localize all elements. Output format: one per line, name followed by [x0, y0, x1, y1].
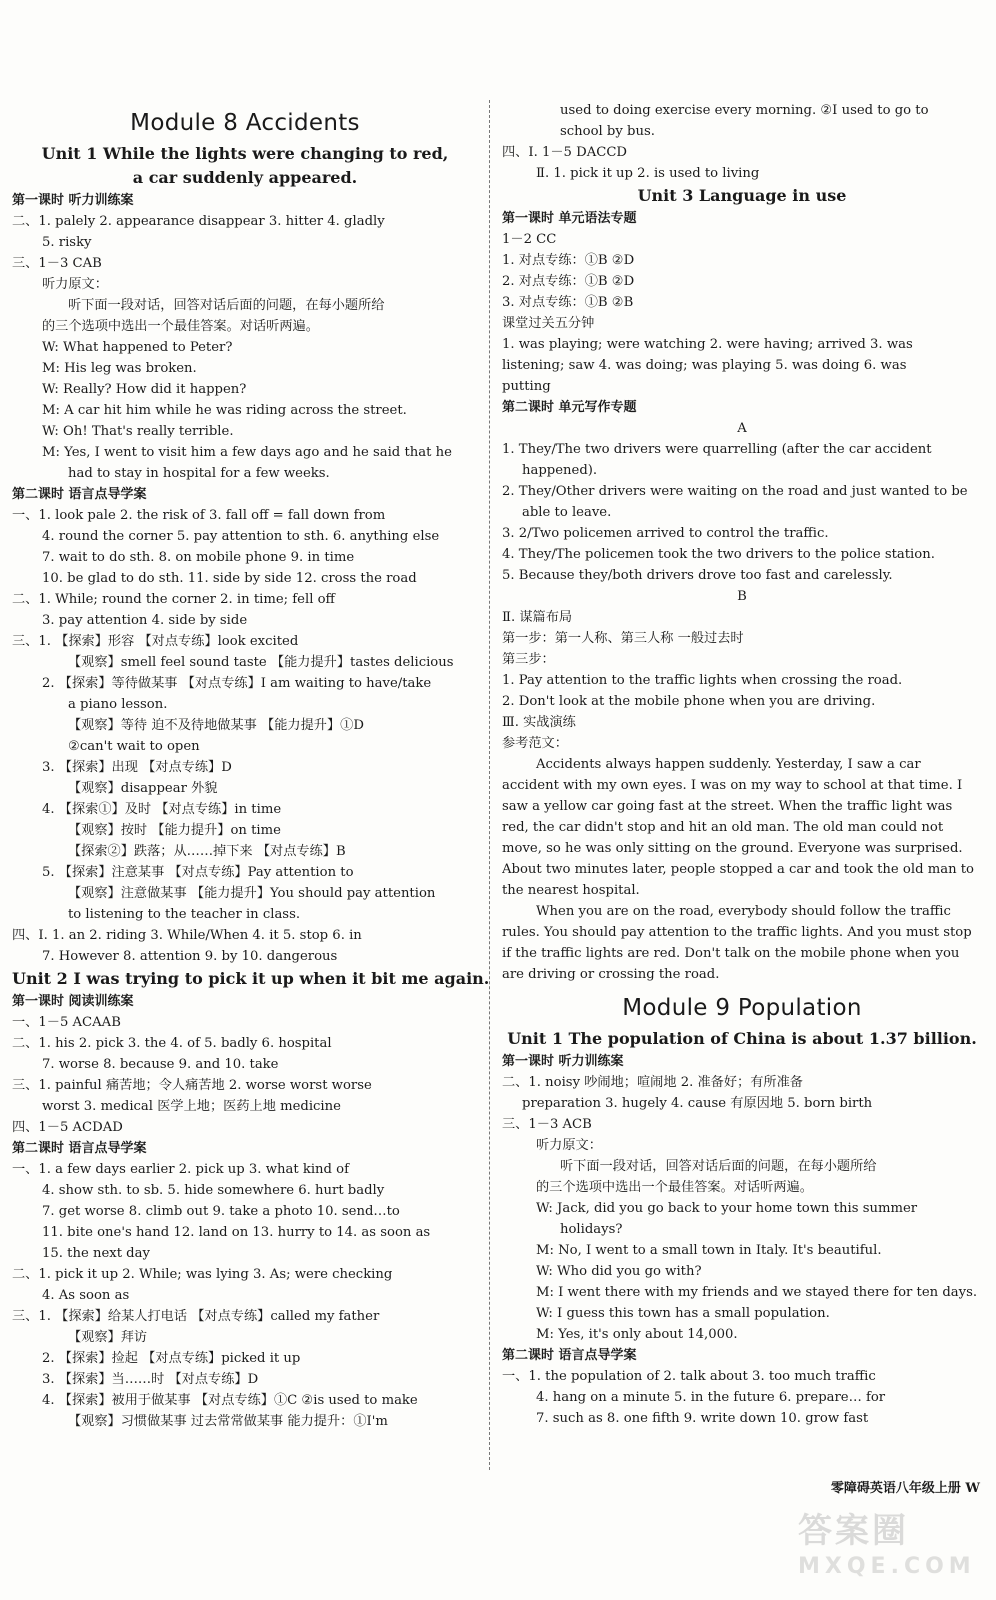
- answer-line: 四、Ⅰ. 1－5 DACCD: [502, 145, 627, 160]
- answer-line: 【观察】disappear 外貌: [68, 781, 218, 796]
- answer-line: 三、1. painful 痛苦地；令人痛苦地 2. worse worst worse: [12, 1078, 372, 1093]
- answer-line: M: No, I went to a small town in Italy. It's beautiful.: [536, 1243, 882, 1258]
- answer-line: W: Jack, did you go back to your home town this summer: [536, 1201, 918, 1216]
- answer-line: putting: [502, 379, 551, 394]
- unit-title: Unit 2 I was trying to pick it up when it bit me again.: [12, 969, 490, 988]
- answer-line: 参考范文：: [502, 736, 568, 751]
- answer-line: move, so he was only sitting on the ground. Everyone was surprised.: [502, 841, 963, 856]
- answer-line: Ⅱ. 1. pick it up 2. is used to living: [536, 166, 760, 181]
- answer-line: 5. 【探索】注意某事 【对点专练】Pay attention to: [42, 865, 354, 880]
- answer-line: red, the car didn't stop and hit an old man. The old man could not: [502, 820, 944, 835]
- answer-line: 【观察】习惯做某事 过去常常做某事 能力提升：①I'm: [68, 1414, 388, 1429]
- answer-line: 第三步：: [502, 652, 555, 667]
- section-heading: 第二课时 语言点导学案: [12, 487, 147, 502]
- answer-line: 【探索②】跌落；从……掉下来 【对点专练】B: [68, 844, 346, 859]
- section-letter: A: [737, 421, 747, 436]
- answer-line: are driving or crossing the road.: [502, 967, 720, 982]
- unit-title: Unit 3 Language in use: [637, 186, 847, 205]
- answer-line: if the traffic lights are red. Don't talk on the mobile phone when you: [502, 946, 960, 961]
- answer-line: 2. Don't look at the mobile phone when you are driving.: [502, 694, 876, 709]
- answer-line: 三、1. 【探索】形容 【对点专练】look excited: [12, 634, 299, 649]
- answer-line: 1. 对点专练：①B ②D: [502, 253, 635, 268]
- answer-line: 7. worse 8. because 9. and 10. take: [42, 1057, 279, 1072]
- answer-line: happened).: [522, 463, 598, 478]
- answer-line: 【观察】按时 【能力提升】on time: [68, 823, 281, 838]
- answer-line: W: What happened to Peter?: [42, 340, 233, 355]
- unit-title: a car suddenly appeared.: [132, 168, 358, 187]
- unit-title: Unit 1 The population of China is about 1.37 billion.: [507, 1029, 977, 1048]
- answer-line: 1－2 CC: [502, 232, 557, 247]
- answer-line: 【观察】smell feel sound taste 【能力提升】tastes delicious: [68, 655, 454, 670]
- answer-line: 四、1－5 ACDAD: [12, 1120, 123, 1135]
- answer-line: M: A car hit him while he was riding across the street.: [42, 403, 407, 418]
- watermark-logo: [798, 1503, 978, 1583]
- answer-line: W: Really? How did it happen?: [42, 382, 247, 397]
- page-footer: 零障碍英语八年级上册 W: [830, 1481, 980, 1496]
- answer-line: holidays?: [560, 1222, 623, 1237]
- answer-line: 一、1. the population of 2. talk about 3. too much traffic: [502, 1369, 876, 1384]
- answer-line: 课堂过关五分钟: [502, 316, 595, 331]
- answer-line: listening; saw 4. was doing; was playing 5. was doing 6. was: [502, 358, 907, 373]
- answer-line: had to stay in hospital for a few weeks.: [68, 466, 330, 481]
- answer-line: accident with my own eyes. I was on my way to school at that time. I: [502, 778, 963, 793]
- answer-line: 4. As soon as: [42, 1288, 130, 1303]
- answer-line: 4. round the corner 5. pay attention to sth. 6. anything else: [42, 529, 440, 544]
- answer-line: saw a yellow car going fast at the street. When the traffic light was: [502, 799, 953, 814]
- answer-line: school by bus.: [560, 124, 655, 139]
- section-heading: 第一课时 单元语法专题: [502, 211, 637, 226]
- answer-line: 听下面一段对话，回答对话后面的问题，在每小题所给: [560, 1159, 877, 1174]
- answer-line: 三、1. 【探索】给某人打电话 【对点专练】called my father: [12, 1309, 380, 1324]
- answer-line: 【观察】等待 迫不及待地做某事 【能力提升】①D: [68, 718, 364, 733]
- answer-line: 7. get worse 8. climb out 9. take a photo 10. send…to: [42, 1204, 400, 1219]
- section-heading: 第二课时 语言点导学案: [502, 1348, 637, 1363]
- section-heading: 第一课时 听力训练案: [12, 193, 134, 208]
- answer-line: 二、1. noisy 吵闹地；喧闹地 2. 准备好；有所准备: [502, 1075, 803, 1090]
- answer-line: W: I guess this town has a small population.: [536, 1306, 830, 1321]
- module-title: Module 8 Accidents: [130, 110, 360, 136]
- answer-line: When you are on the road, everybody should follow the traffic: [536, 904, 951, 919]
- answer-line: able to leave.: [522, 505, 612, 520]
- answer-line: 1. They/The two drivers were quarrelling (after the car accident: [502, 442, 932, 457]
- section-letter: B: [737, 589, 747, 604]
- answer-line: 10. be glad to do sth. 11. side by side 12. cross the road: [42, 571, 417, 586]
- answer-line: 3. pay attention 4. side by side: [42, 613, 248, 628]
- section-heading: 第二课时 单元写作专题: [502, 400, 637, 415]
- answer-line: 四、Ⅰ. 1. an 2. riding 3. While/When 4. it 5. stop 6. in: [12, 928, 362, 943]
- answer-line: 一、1. a few days earlier 2. pick up 3. what kind of: [12, 1162, 349, 1177]
- answer-line: 2. 【探索】等待做某事 【对点专练】I am waiting to have/take: [42, 676, 432, 691]
- answer-line: 4. 【探索①】及时 【对点专练】in time: [42, 802, 282, 817]
- answer-line: 4. show sth. to sb. 5. hide somewhere 6. hurt badly: [42, 1183, 385, 1198]
- answer-line: 听下面一段对话，回答对话后面的问题，在每小题所给: [68, 298, 385, 313]
- answer-line: Ⅱ. 谋篇布局: [502, 610, 573, 625]
- answer-line: W: Who did you go with?: [536, 1264, 702, 1279]
- section-heading: 第二课时 语言点导学案: [12, 1141, 147, 1156]
- answer-line: 一、1. look pale 2. the risk of 3. fall off = fall down from: [12, 508, 386, 523]
- answer-line: 三、1－3 CAB: [12, 256, 102, 271]
- answer-line: preparation 3. hugely 4. cause 有原因地 5. born birth: [522, 1096, 873, 1111]
- answer-line: 11. bite one's hand 12. land on 13. hurry to 14. as soon as: [42, 1225, 431, 1240]
- column-divider: [489, 100, 490, 1470]
- section-heading: 第一课时 听力训练案: [502, 1054, 624, 1069]
- right-column: [502, 100, 982, 1429]
- answer-line: 一、1－5 ACAAB: [12, 1015, 121, 1030]
- answer-line: M: Yes, I went to visit him a few days ago and he said that he: [42, 445, 452, 460]
- answer-line: 2. They/Other drivers were waiting on the road and just wanted to be: [502, 484, 968, 499]
- answer-line: 7. However 8. attention 9. by 10. dangerous: [42, 949, 338, 964]
- answer-line: 的三个选项中选出一个最佳答案。对话听两遍。: [536, 1180, 813, 1195]
- answer-line: 5. risky: [42, 235, 92, 250]
- answer-line: 二、1. pick it up 2. While; was lying 3. As; were checking: [12, 1267, 393, 1282]
- answer-line: 二、1. his 2. pick 3. the 4. of 5. badly 6. hospital: [12, 1036, 332, 1051]
- watermark-url: MXQE.COM: [798, 1554, 976, 1579]
- answer-line: 二、1. palely 2. appearance disappear 3. hitter 4. gladly: [12, 214, 385, 229]
- answer-line: worst 3. medical 医学上地；医药上地 medicine: [42, 1099, 341, 1114]
- answer-line: a piano lesson.: [68, 697, 168, 712]
- answer-line: 3. 对点专练：①B ②B: [502, 295, 634, 310]
- unit-title: Unit 1 While the lights were changing to red,: [41, 144, 449, 163]
- answer-line: 【观察】注意做某事 【能力提升】You should pay attention: [68, 886, 436, 901]
- module-title: Module 9 Population: [622, 995, 862, 1021]
- answer-line: to listening to the teacher in class.: [68, 907, 301, 922]
- answer-line: M: I went there with my friends and we stayed there for ten days.: [536, 1285, 978, 1300]
- answer-line: 3. 【探索】出现 【对点专练】D: [42, 760, 232, 775]
- answer-line: W: Oh! That's really terrible.: [42, 424, 234, 439]
- watermark-text: 答案圈: [798, 1511, 909, 1551]
- answer-line: 4. They/The policemen took the two drivers to the police station.: [502, 547, 935, 562]
- answer-line: 第一步：第一人称、第三人称 一般过去时: [502, 631, 744, 646]
- answer-line: 7. such as 8. one fifth 9. write down 10. grow fast: [536, 1411, 869, 1426]
- answer-line: 听力原文：: [536, 1138, 602, 1153]
- answer-line: 2. 对点专练：①B ②D: [502, 274, 635, 289]
- answer-line: 1. was playing; were watching 2. were having; arrived 3. was: [502, 337, 913, 352]
- answer-line: 1. Pay attention to the traffic lights when crossing the road.: [502, 673, 903, 688]
- answer-line: ②can't wait to open: [68, 739, 200, 754]
- answer-line: 3. 2/Two policemen arrived to control the traffic.: [502, 526, 829, 541]
- answer-line: 4. 【探索】被用于做某事 【对点专练】①C ②is used to make: [42, 1393, 418, 1408]
- section-heading: 第一课时 阅读训练案: [12, 994, 134, 1009]
- answer-line: 15. the next day: [42, 1246, 150, 1261]
- answer-line: M: His leg was broken.: [42, 361, 197, 376]
- answer-line: 4. hang on a minute 5. in the future 6. prepare… for: [536, 1390, 886, 1405]
- answer-line: 【观察】拜访: [68, 1330, 148, 1345]
- answer-line: 2. 【探索】捡起 【对点专练】picked it up: [42, 1351, 301, 1366]
- answer-line: 二、1. While; round the corner 2. in time; fell off: [12, 592, 335, 607]
- answer-line: Accidents always happen suddenly. Yesterday, I saw a car: [536, 757, 921, 772]
- answer-line: rules. You should pay attention to the traffic lights. And you must stop: [502, 925, 972, 940]
- answer-line: 三、1－3 ACB: [502, 1117, 592, 1132]
- answer-line: 3. 【探索】当……时 【对点专练】D: [42, 1372, 259, 1387]
- answer-line: 5. Because they/both drivers drove too fast and carelessly.: [502, 568, 893, 583]
- answer-line: Ⅲ. 实战演练: [502, 715, 576, 730]
- answer-line: 7. wait to do sth. 8. on mobile phone 9. in time: [42, 550, 355, 565]
- answer-line: used to doing exercise every morning. ②I used to go to: [560, 103, 929, 118]
- answer-line: M: Yes, it's only about 14,000.: [536, 1327, 738, 1342]
- answer-line: the nearest hospital.: [502, 883, 640, 898]
- left-column: [12, 100, 490, 1432]
- answer-line: 听力原文：: [42, 277, 108, 292]
- answer-line: 的三个选项中选出一个最佳答案。对话听两遍。: [42, 319, 319, 334]
- answer-line: About two minutes later, people stopped a car and took the old man to: [502, 862, 974, 877]
